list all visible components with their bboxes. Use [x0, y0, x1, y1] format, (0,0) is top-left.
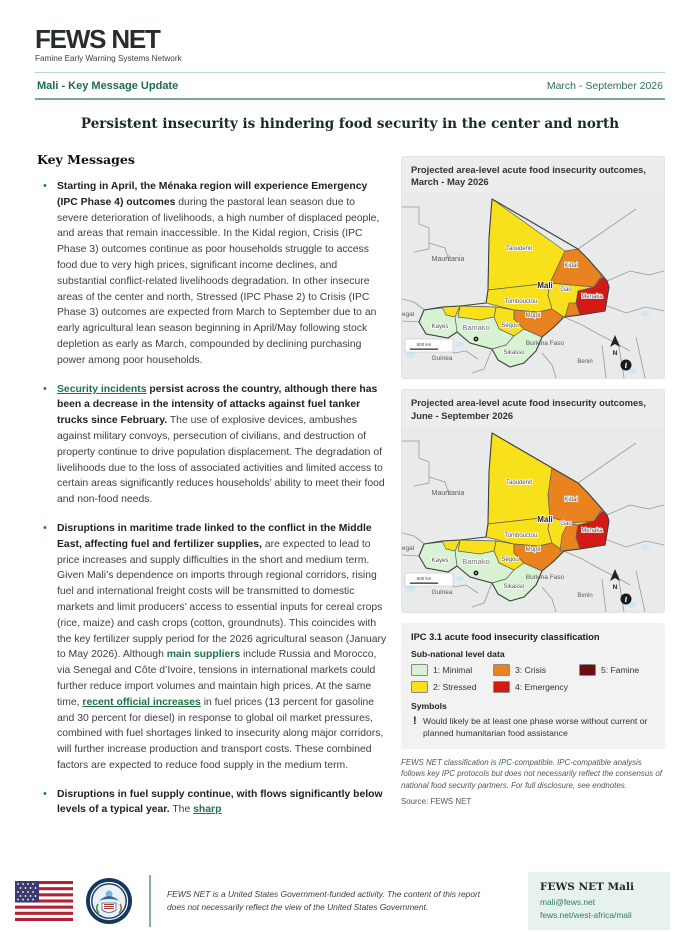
inline-link[interactable]: Security incidents	[57, 383, 147, 395]
map-label-sikasso: Sikasso	[503, 350, 525, 357]
map-label-mali: Mali	[537, 514, 553, 524]
text-segment: Disruptions in fuel supply continue, with flows significantly below levels of a typical year.	[57, 788, 383, 816]
text-segment: Starting in April, the Ménaka region will experience Emergency (IPC Phase 4) outcomes	[57, 181, 368, 208]
inline-link[interactable]: main suppliers	[166, 649, 241, 661]
text-segment: in fuel prices (13 percent for gasoline and 30 percent for diesel) in response to global oil market pressures, combined with fuel shortages linked to insecurity along major corridors, will further increase production and transport costs. These combined factors are expected to reduce food supply in the medium term.	[57, 696, 384, 771]
logo-tagline: Famine Early Warning Systems Network	[35, 54, 182, 63]
text-segment: during the pastoral lean season due to severe deterioration of livelihoods, a high number of displaced people, and areas that remain inaccessible. In the Kidal region, Crisis (IPC Phase 3) outcomes continue as poor households struggle to access food due to very high prices, significant income declines, and substantial conflict-related livelihoods degradation. In other insecure areas of the center and north, Stressed (IPC Phase 2) to Crisis (IPC Phase 3) outcomes are expected from March to September due to an early agricultural lean season beginning in April/May following stock depletion as early as March, compounded by declining purchasing power among poor households.	[57, 196, 380, 366]
map-label-burkina: Burkina Faso	[525, 573, 565, 581]
header-divider-teal	[35, 98, 665, 100]
svg-text:600 km: 600 km	[416, 342, 432, 348]
map-label-burkina: Burkina Faso	[525, 340, 565, 348]
footer	[15, 872, 670, 930]
map-label-segou: Ségou	[501, 323, 519, 330]
legend-label: 4: Emergency	[515, 681, 569, 692]
page-title: Persistent insecurity is hindering food security in the center and north	[80, 116, 620, 132]
exclamation-symbol: !	[413, 714, 417, 727]
map-label-bamako: Bamako	[462, 323, 490, 333]
text-segment: include Russia and Morocco, via Senegal and Côte d’Ivoire, tensions in international markets could further reduce import volumes and maintain high prices. At the same time,	[57, 649, 377, 708]
main-content	[35, 152, 665, 818]
legend-label: 5: Famine	[601, 664, 640, 675]
map-label-taoudenit: Taoudenit	[505, 246, 533, 253]
legend-symbols-heading: Symbols	[411, 700, 447, 711]
map-label-kayes: Kayes	[431, 324, 449, 331]
map-label-benin: Benin	[577, 592, 593, 599]
map-title: Projected area-level acute food insecurity outcomes, March - May 2026	[411, 164, 646, 188]
legend-label: 1: Minimal	[433, 664, 473, 675]
map-source: Source: FEWS NET	[401, 797, 472, 807]
map-label-sikasso: Sikasso	[503, 583, 525, 590]
map-label-mauritania: Mauritania	[431, 256, 465, 264]
map-label-kidal: Kidal	[564, 263, 578, 270]
footer-org: FEWS NET Mali	[540, 881, 634, 894]
report-type-bar	[35, 73, 665, 98]
header	[35, 26, 665, 63]
us-flag	[15, 881, 73, 921]
key-messages-list	[35, 179, 665, 818]
map-label-kidal: Kidal	[564, 496, 578, 503]
map-label-senegal: egal	[402, 311, 415, 319]
key-messages-heading: Key Messages	[37, 152, 135, 167]
text-segment: The use of explosive devices, ambushes against military convoys, persecution of civilians, and destruction of property continue to drive population displacement. The degradation of livelihoods due to the loss of associated activities and limited access to certain areas significantly reduces households’ ability to meet their food and non-food needs.	[57, 415, 385, 506]
map-label-taoudenit: Taoudenit	[505, 479, 533, 486]
report-page	[0, 26, 700, 932]
text-segment: FEWS NET classification is	[401, 757, 499, 767]
text-segment: persist across the country, although there has been a decrease in the intensity of attacks against fuel tanker trucks since February.	[57, 383, 378, 427]
footer-disclaimer: FEWS NET is a United States Government-funded activity. The content of this report does not necessarily reflect the view of the United States Government.	[167, 888, 481, 912]
key-message-bullet	[57, 382, 665, 508]
map-label-bamako: Bamako	[462, 556, 490, 566]
map-label-senegal: egal	[402, 544, 415, 552]
map-label-mauritania: Mauritania	[431, 489, 465, 497]
legend-symbol-text: Would likely be at least one phase worse without current or planned humanitarian food assistance	[423, 715, 648, 738]
map-label-mopti: Mopti	[525, 313, 541, 320]
map-label-menaka: Menaka	[581, 294, 603, 301]
text-segment: The	[169, 804, 194, 816]
text-segment: -compatible. IPC-compatible analysis follows key IPC protocols but does not necessarily reflect the consensus of national food security partners. For full disclosure, see endnotes.	[401, 757, 662, 790]
svg-text:N: N	[612, 350, 618, 358]
inline-link[interactable]: recent official increases	[82, 696, 201, 708]
map-label-menaka: Menaka	[581, 527, 603, 534]
report-date-range: March - September 2026	[546, 80, 663, 92]
legend-subtitle: Sub-national level data	[411, 648, 505, 659]
text-segment: Disruptions in maritime trade linked to the conflict in the Middle East, affecting fuel and fertilizer supplies,	[57, 522, 372, 550]
svg-text:i: i	[624, 594, 628, 604]
inline-link[interactable]: IPC	[498, 757, 512, 767]
map-label-segou: Ségou	[501, 556, 519, 563]
svg-text:600 km: 600 km	[416, 575, 432, 581]
key-message-bullet	[57, 787, 665, 819]
map-label-gao: Gao	[560, 287, 572, 294]
footer-contact-card	[528, 872, 670, 930]
inline-link[interactable]: sharp	[193, 804, 222, 816]
footer-divider	[149, 875, 151, 927]
map-label-benin: Benin	[577, 359, 593, 366]
map-label-tombouctou: Tombouctou	[504, 532, 538, 539]
map-label-guinea: Guinea	[431, 588, 453, 596]
map-label-mali: Mali	[537, 281, 553, 291]
map-label-guinea: Guinea	[431, 355, 453, 363]
us-state-department-seal	[85, 877, 133, 925]
map-label-tombouctou: Tombouctou	[504, 299, 538, 306]
footer-url-link[interactable]: fews.net/west-africa/mali	[540, 909, 632, 920]
map-label-kayes: Kayes	[431, 557, 449, 564]
key-message-bullet	[57, 521, 665, 774]
key-message-bullet	[57, 179, 665, 369]
legend-title: IPC 3.1 acute food insecurity classification	[411, 631, 600, 642]
legend-label: 3: Crisis	[515, 664, 547, 675]
report-type: Mali - Key Message Update	[37, 80, 179, 92]
text-segment: are expected to lead to price increases and supply difficulties in the short and medium term. Given Mali’s dependence on imports through regional corridors, rising fuel and international freight costs will be transmitted to domestic markets and limit producers’ access to essential inputs for cereal crops (rice, maize) and cash crops (cotton, groundnuts). This coincides with the key fertilizer supply period for the 2026 agricultural season (January to May 2026). Although	[57, 538, 387, 661]
fews-net-logo: FEWS NET	[35, 24, 160, 54]
svg-text:i: i	[624, 361, 628, 371]
legend-label: 2: Stressed	[433, 681, 477, 692]
map-label-mopti: Mopti	[525, 546, 541, 553]
footer-email-link[interactable]: mali@fews.net	[540, 897, 596, 908]
map-label-gao: Gao	[560, 520, 572, 527]
map-title: Projected area-level acute food insecurity outcomes, June - September 2026	[411, 397, 646, 421]
svg-text:N: N	[612, 583, 618, 591]
